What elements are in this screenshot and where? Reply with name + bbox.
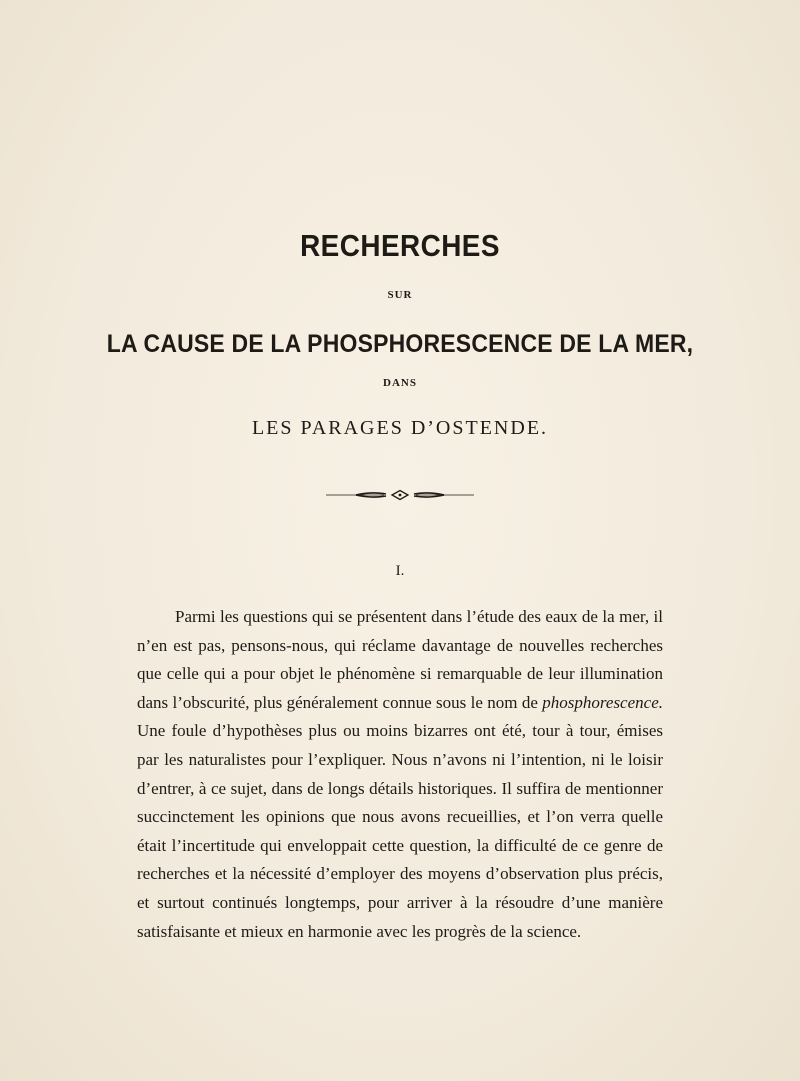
subtitle: LA CAUSE DE LA PHOSPHORESCENCE DE LA MER, xyxy=(106,330,694,358)
title-connector-dans: DANS xyxy=(383,377,417,389)
place-title: LES PARAGES D’OSTENDE. xyxy=(251,417,549,439)
main-title: RECHERCHES xyxy=(300,228,500,263)
paragraph-text-start: Parmi les questions qui se présentent dans l’étude des eaux de la mer, il n’en est pas, pensons-nous, qui réclame davantage de nouvelles recherches que celle qui a pour objet le phénomène si remarquable de leur illumination dans l’obscurité, plus généralement connue sous le nom de xyxy=(137,607,663,712)
paragraph-text-end: Une foule d’hypothèses plus ou moins bizarres ont été, tour à tour, émises par les naturalistes pour l’expliquer. Nous n’avons ni l’intention, ni le loisir d’entrer, à ce sujet, dans de longs détails historiques. Il suffira de mentionner succinctement les opinions que nous avons recueillies, et l’on verra quelle était l’incertitude qui enveloppait cette question, la difficulté de ce genre de recherches et la nécessité d’employer des moyens d’observation plus précis, et surtout continués longtemps, pour arriver à la résoudre d’une manière satisfaisante et mieux en harmonie avec les progrès de la science. xyxy=(137,721,663,941)
title-connector-sur: SUR xyxy=(387,289,413,301)
ornamental-divider xyxy=(326,488,474,502)
italic-term: phosphorescence. xyxy=(542,692,663,712)
body-paragraph xyxy=(137,603,663,946)
section-number: I. xyxy=(395,563,405,579)
